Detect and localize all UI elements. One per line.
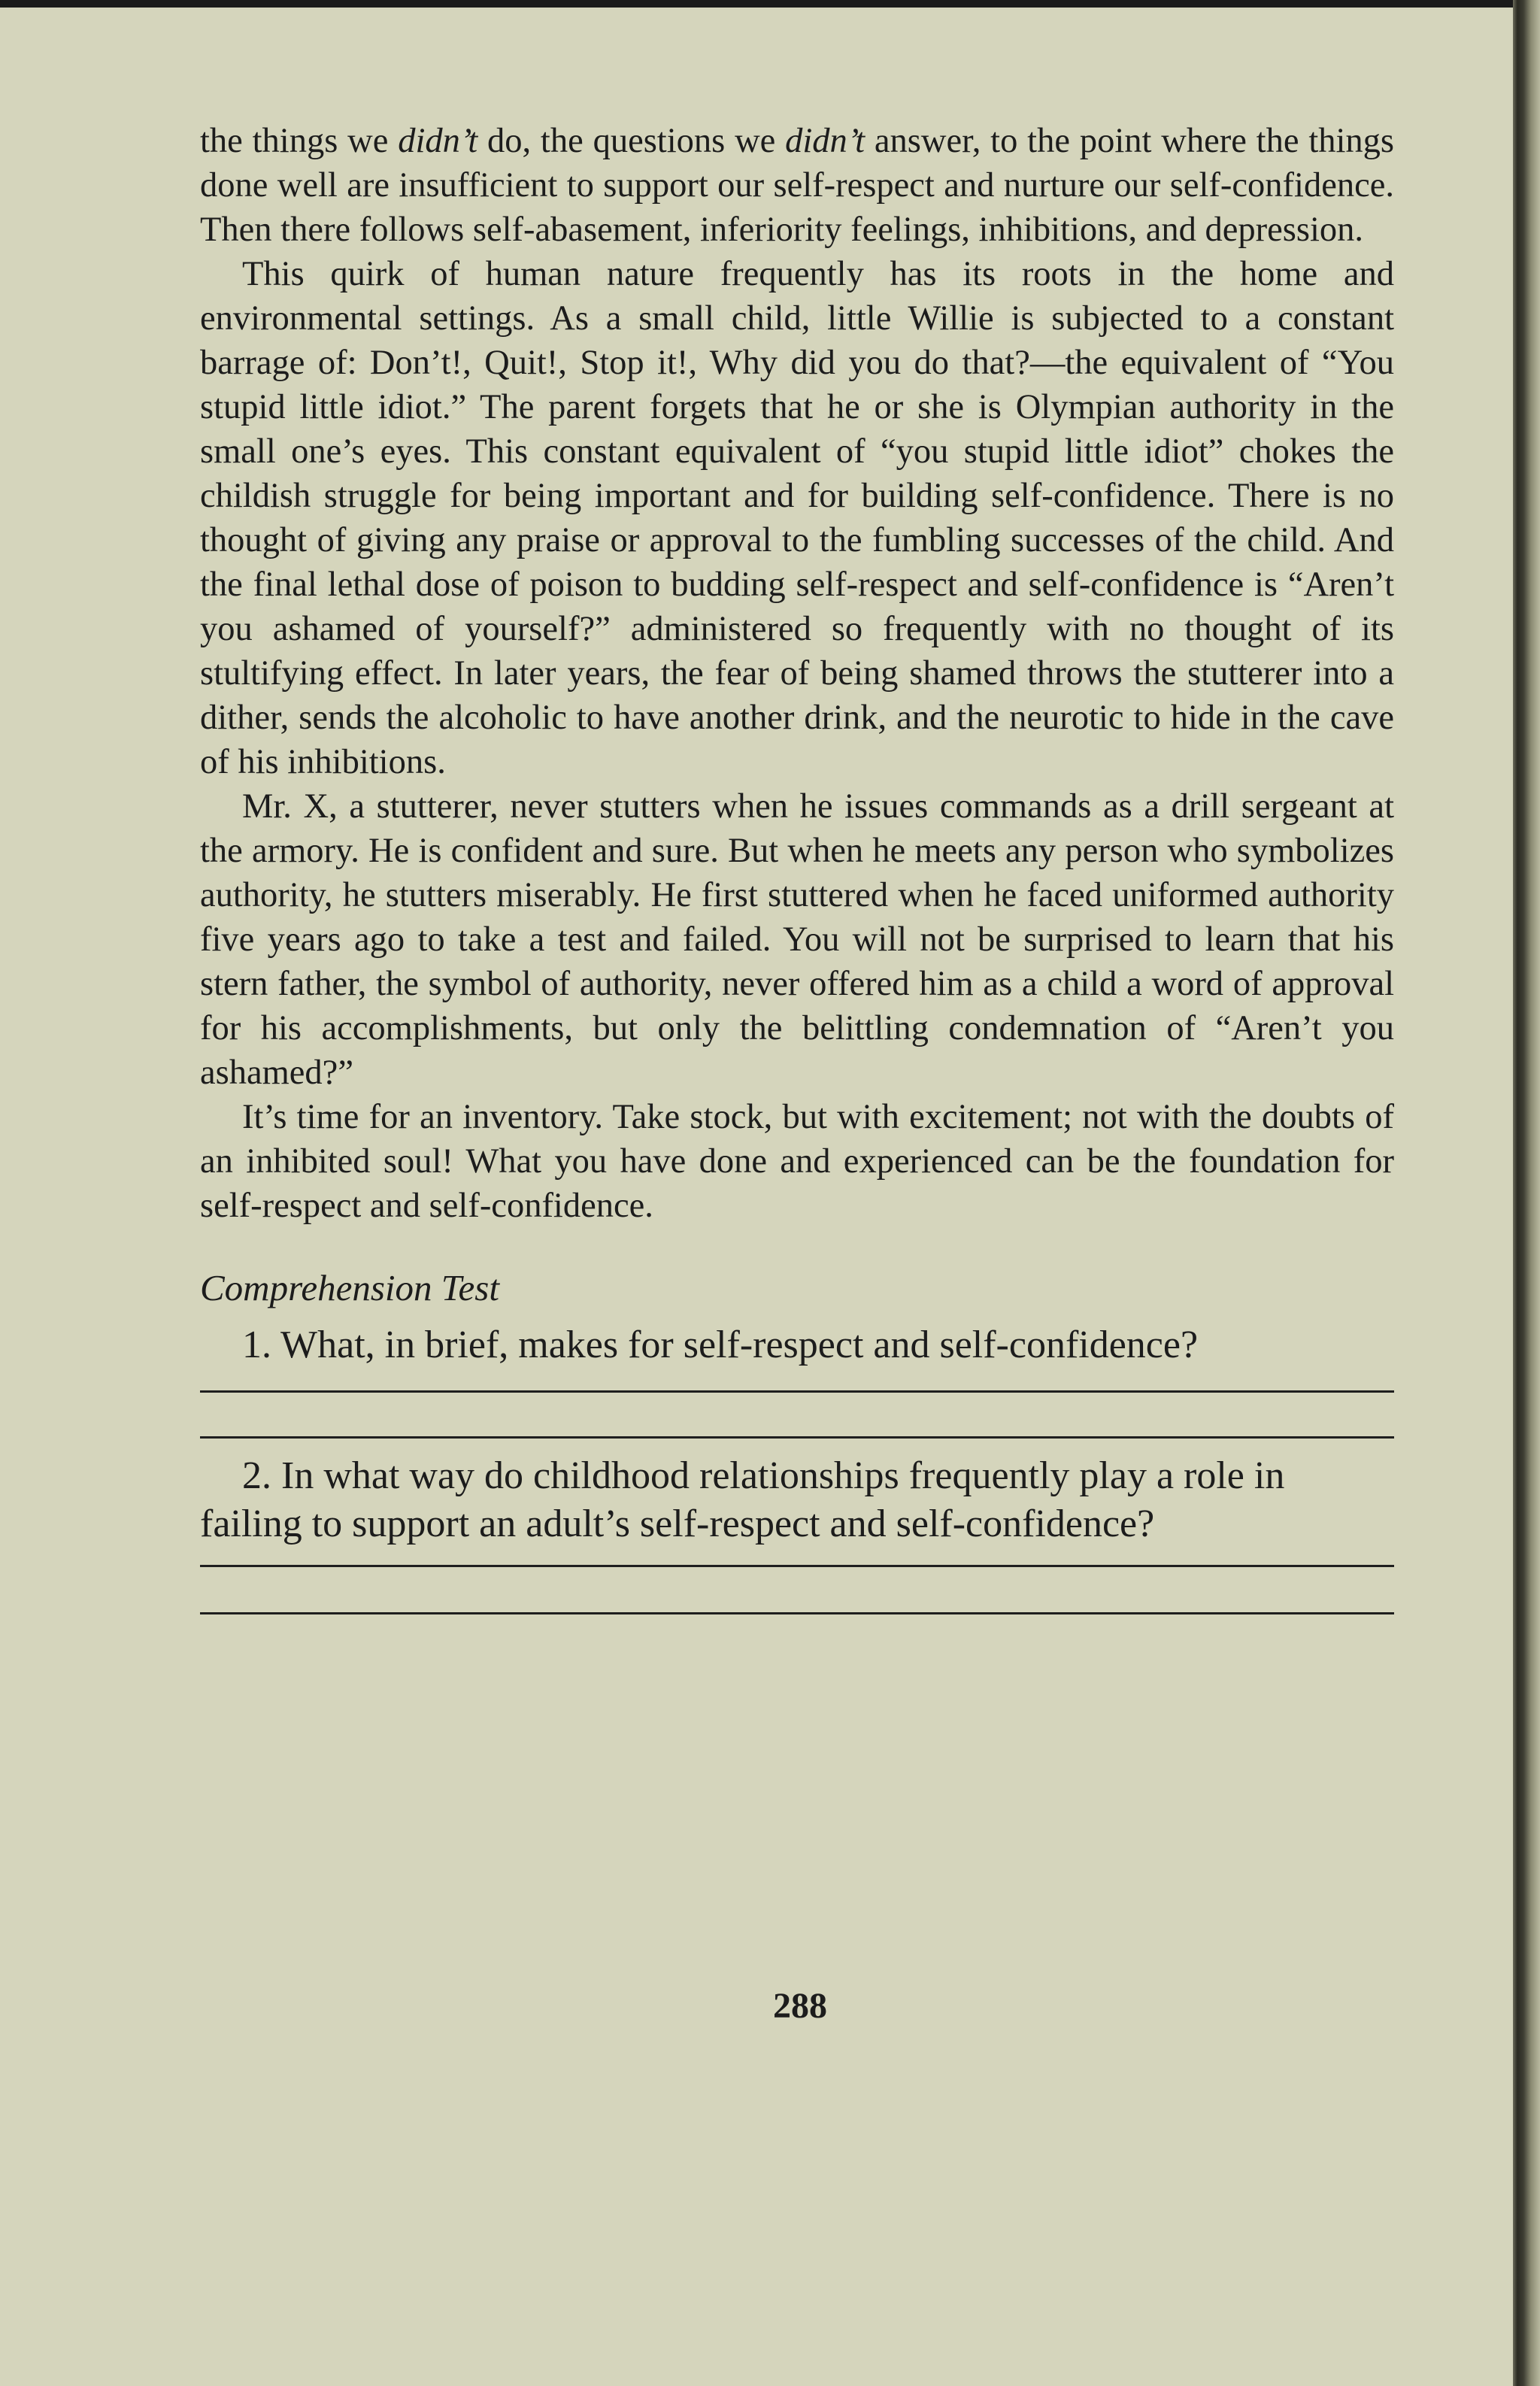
paragraph-1-text-b: do, the questions we — [477, 122, 786, 160]
paragraph-4: It’s time for an inventory. Take stock, but with excitement; not with the doubts of an inhibited soul! What you have done and experienced can be the foundation for self-respect and self-confidence. — [200, 1098, 1394, 1225]
comprehension-test-title: Comprehension Test — [200, 1267, 499, 1308]
paragraph-1 — [200, 119, 1394, 252]
answer-line-2b[interactable] — [200, 1612, 1394, 1614]
page-number: 288 — [773, 1986, 827, 2026]
answer-line-1a[interactable] — [200, 1390, 1394, 1393]
paragraph-1-text-c: answer, to the point where the things done well are insufficient to support our self-respect and nurture our self-confidence. Then there follows self-abasement, inferiority feelings, inhibitions, and depression. — [200, 122, 1395, 249]
paragraph-3: Mr. X, a stutterer, never stutters when he issues commands as a drill sergeant at the armory. He is confident and sure. But when he meets any person who symbolizes authority, he stutters miserably. He first stuttered when he faced uniformed authority five years ago to take a test and failed. You will not be surprised to learn that his stern father, the symbol of authority, never offered him as a child a word of approval for his accomplishments, but only the belittling condemnation of “Aren’t you ashamed?” — [200, 787, 1394, 1092]
paragraph-2: This quirk of human nature frequently has its roots in the home and environmental settings. As a small child, little Willie is subjected to a constant barrage of: Don’t!, Quit!, Stop it!, Why did you do that?—the equivalent of “You stupid little idiot.” The parent forgets that he or she is Olympian authority in the small one’s eyes. This constant equivalent of “you stupid little idiot” chokes the childish struggle for being important and for building self-confidence. There is no thought of giving any praise or approval to the fumbling successes of the child. And the final lethal dose of poison to budding self-respect and self-confidence is “Aren’t you ashamed of yourself?” administered so frequently with no thought of its stultifying effect. In later years, the fear of being shamed throws the stutterer into a dither, sends the alcoholic to have another drink, and the neurotic to hide in the cave of his inhibitions. — [200, 255, 1394, 781]
paragraph-1-text-a: the things we — [200, 122, 399, 160]
answer-line-2a[interactable] — [200, 1565, 1394, 1567]
answer-line-1b[interactable] — [200, 1436, 1394, 1439]
paragraph-1-emphasis-1: didn’t — [398, 122, 478, 160]
page-content — [200, 119, 1394, 1614]
question-1: 1. What, in brief, makes for self-respect and self-confidence? — [242, 1323, 1199, 1366]
paragraph-1-emphasis-2: didn’t — [785, 122, 865, 160]
page-top-edge — [0, 0, 1519, 8]
book-spine-shadow — [1513, 0, 1540, 2386]
question-2: 2. In what way do childhood relationships frequently play a role in failing to support an adult’s self-respect and self-confidence? — [200, 1454, 1285, 1545]
